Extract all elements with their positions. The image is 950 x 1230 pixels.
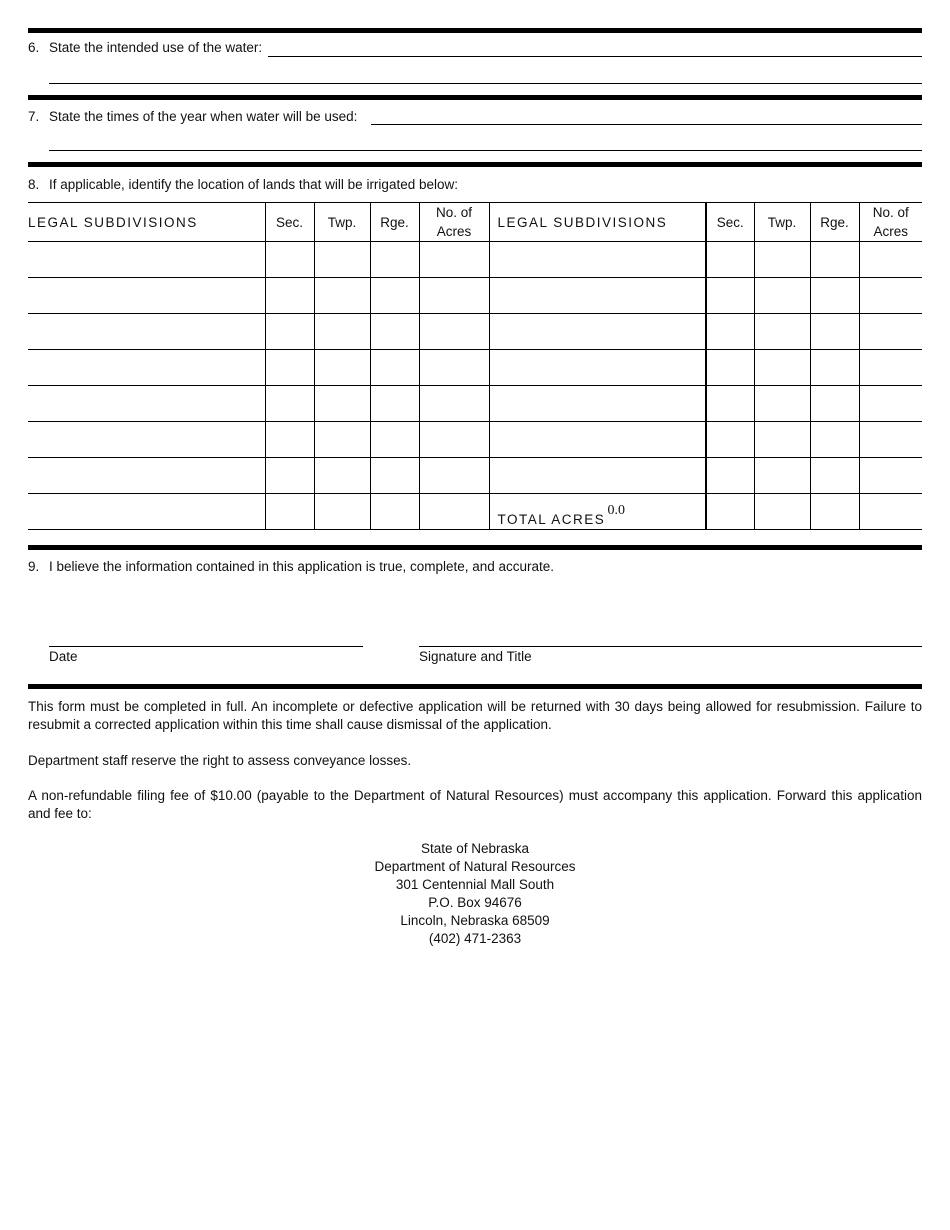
signature-field[interactable]	[419, 646, 922, 647]
question-6-number: 6.	[28, 40, 40, 55]
sec-cell[interactable]	[265, 314, 314, 350]
legal-subdivision-cell[interactable]	[28, 278, 265, 314]
legal-subdivision-cell[interactable]	[28, 242, 265, 278]
address-line: State of Nebraska	[420, 841, 530, 856]
address-line: Department of Natural Resources	[374, 859, 576, 874]
address-line: 301 Centennial Mall South	[395, 877, 555, 892]
date-field[interactable]	[49, 646, 363, 647]
header-acres-line-1: No. of	[872, 205, 909, 220]
twp-cell[interactable]	[754, 242, 810, 278]
acres-cell[interactable]	[419, 386, 489, 422]
legal-subdivision-cell[interactable]	[28, 314, 265, 350]
acres-cell[interactable]	[419, 314, 489, 350]
header-legal-subdivisions-2: LEGAL SUBDIVISIONS	[489, 203, 706, 242]
table-row	[28, 386, 922, 422]
legal-subdivision-cell[interactable]	[489, 386, 706, 422]
twp-cell[interactable]	[754, 422, 810, 458]
twp-cell[interactable]	[314, 350, 370, 386]
completion-notice: This form must be completed in full. An incomplete or defective application will be returned with 30 days being allowed for resubmission. Failure to resubmit a corrected application within this time shall cause dismissal of the application.	[28, 699, 922, 732]
twp-cell[interactable]	[314, 278, 370, 314]
legal-subdivision-cell[interactable]	[28, 350, 265, 386]
header-no-of-acres-2	[859, 203, 922, 242]
header-rge-2: Rge.	[810, 203, 859, 242]
acres-cell[interactable]	[419, 422, 489, 458]
twp-cell[interactable]	[314, 494, 370, 530]
rge-cell[interactable]	[810, 278, 859, 314]
rge-cell[interactable]	[810, 350, 859, 386]
irrigated-lands-table	[28, 202, 922, 530]
section-divider	[28, 28, 922, 33]
question-8-number: 8.	[28, 177, 40, 192]
legal-subdivision-cell[interactable]	[489, 278, 706, 314]
question-6-label: State the intended use of the water:	[49, 40, 263, 55]
table-row	[28, 422, 922, 458]
sec-cell[interactable]	[706, 350, 754, 386]
legal-subdivision-cell[interactable]	[28, 422, 265, 458]
address-phone: (402) 471-2363	[428, 931, 522, 946]
twp-cell[interactable]	[754, 386, 810, 422]
question-7-number: 7.	[28, 109, 40, 124]
sec-cell[interactable]	[265, 494, 314, 530]
sec-cell[interactable]	[706, 386, 754, 422]
legal-subdivision-cell[interactable]	[489, 422, 706, 458]
legal-subdivision-cell[interactable]	[28, 458, 265, 494]
rge-cell[interactable]	[370, 458, 419, 494]
question-8-label: If applicable, identify the location of lands that will be irrigated below:	[49, 177, 458, 192]
acres-cell[interactable]	[419, 350, 489, 386]
rge-cell[interactable]	[810, 314, 859, 350]
sec-cell[interactable]	[265, 242, 314, 278]
sec-cell[interactable]	[265, 422, 314, 458]
legal-subdivision-cell[interactable]	[489, 458, 706, 494]
question-9-label: I believe the information contained in this application is true, complete, and accurate.	[49, 559, 555, 574]
sec-cell[interactable]	[706, 458, 754, 494]
legal-subdivision-cell[interactable]	[28, 494, 265, 530]
intended-use-field-line-2[interactable]	[49, 83, 922, 84]
question-7	[28, 109, 357, 124]
twp-cell[interactable]	[754, 278, 810, 314]
rge-cell[interactable]	[810, 422, 859, 458]
question-6	[28, 40, 262, 55]
table-row	[28, 350, 922, 386]
total-acres-label: TOTAL ACRES	[497, 512, 606, 527]
acres-cell[interactable]	[859, 242, 922, 278]
twp-cell[interactable]	[314, 458, 370, 494]
table-header-row	[28, 203, 922, 242]
rge-cell[interactable]	[370, 350, 419, 386]
date-label: Date	[49, 649, 78, 664]
total-acres-cell	[489, 494, 706, 530]
acres-cell[interactable]	[859, 458, 922, 494]
times-of-year-field[interactable]	[371, 124, 922, 125]
sec-cell[interactable]	[265, 458, 314, 494]
rge-cell[interactable]	[810, 242, 859, 278]
question-9	[28, 559, 554, 574]
acres-cell[interactable]	[419, 458, 489, 494]
sec-cell[interactable]	[706, 314, 754, 350]
legal-subdivision-cell[interactable]	[489, 242, 706, 278]
rge-cell[interactable]	[370, 314, 419, 350]
twp-cell[interactable]	[314, 314, 370, 350]
header-acres-line-2: Acres	[873, 224, 908, 239]
intended-use-field[interactable]	[268, 56, 922, 57]
acres-cell[interactable]	[859, 350, 922, 386]
acres-cell[interactable]	[419, 278, 489, 314]
rge-cell[interactable]	[810, 458, 859, 494]
acres-cell[interactable]	[859, 314, 922, 350]
header-legal-subdivisions: LEGAL SUBDIVISIONS	[28, 203, 265, 242]
filing-fee-notice: A non-refundable filing fee of $10.00 (payable to the Department of Natural Resources) must accompany this application. Forward this application and fee to:	[28, 788, 922, 821]
acres-cell[interactable]	[419, 242, 489, 278]
section-divider	[28, 162, 922, 167]
header-twp: Twp.	[314, 203, 370, 242]
acres-cell[interactable]	[419, 494, 489, 530]
table-row	[28, 278, 922, 314]
question-8	[28, 177, 458, 192]
sec-cell[interactable]	[265, 386, 314, 422]
header-sec-2: Sec.	[706, 203, 754, 242]
rge-cell[interactable]	[370, 242, 419, 278]
legal-subdivision-cell[interactable]	[489, 350, 706, 386]
address-line: Lincoln, Nebraska 68509	[400, 913, 550, 928]
question-9-number: 9.	[28, 559, 40, 574]
rge-cell[interactable]	[810, 494, 859, 530]
acres-cell[interactable]	[859, 422, 922, 458]
table-row-total	[28, 494, 922, 530]
sec-cell[interactable]	[265, 278, 314, 314]
header-twp-2: Twp.	[754, 203, 810, 242]
question-7-label: State the times of the year when water will be used:	[49, 109, 358, 124]
twp-cell[interactable]	[314, 242, 370, 278]
section-divider	[28, 545, 922, 550]
table-row	[28, 242, 922, 278]
sec-cell[interactable]	[706, 494, 754, 530]
rge-cell[interactable]	[370, 422, 419, 458]
twp-cell[interactable]	[754, 314, 810, 350]
section-divider	[28, 95, 922, 100]
table-row	[28, 458, 922, 494]
total-acres-value: 0.0	[607, 503, 625, 518]
twp-cell[interactable]	[754, 458, 810, 494]
rge-cell[interactable]	[370, 494, 419, 530]
legal-subdivision-cell[interactable]	[28, 386, 265, 422]
address-line: P.O. Box 94676	[428, 895, 522, 910]
twp-cell[interactable]	[754, 350, 810, 386]
header-no-of-acres	[419, 203, 489, 242]
twp-cell[interactable]	[314, 422, 370, 458]
header-acres-line-1: No. of	[435, 205, 473, 220]
sec-cell[interactable]	[265, 350, 314, 386]
rge-cell[interactable]	[370, 278, 419, 314]
header-acres-line-2: Acres	[436, 224, 472, 239]
acres-cell[interactable]	[859, 278, 922, 314]
table-row	[28, 314, 922, 350]
twp-cell[interactable]	[754, 494, 810, 530]
conveyance-notice: Department staff reserve the right to assess conveyance losses.	[28, 753, 412, 768]
rge-cell[interactable]	[810, 386, 859, 422]
acres-cell[interactable]	[859, 494, 922, 530]
sec-cell[interactable]	[706, 422, 754, 458]
section-divider	[28, 684, 922, 689]
header-sec: Sec.	[265, 203, 314, 242]
times-of-year-field-line-2[interactable]	[49, 150, 922, 151]
rge-cell[interactable]	[370, 386, 419, 422]
twp-cell[interactable]	[314, 386, 370, 422]
signature-label: Signature and Title	[419, 649, 532, 664]
sec-cell[interactable]	[706, 278, 754, 314]
acres-cell[interactable]	[859, 386, 922, 422]
sec-cell[interactable]	[706, 242, 754, 278]
legal-subdivision-cell[interactable]	[489, 314, 706, 350]
header-rge: Rge.	[370, 203, 419, 242]
mailing-address	[0, 840, 950, 948]
